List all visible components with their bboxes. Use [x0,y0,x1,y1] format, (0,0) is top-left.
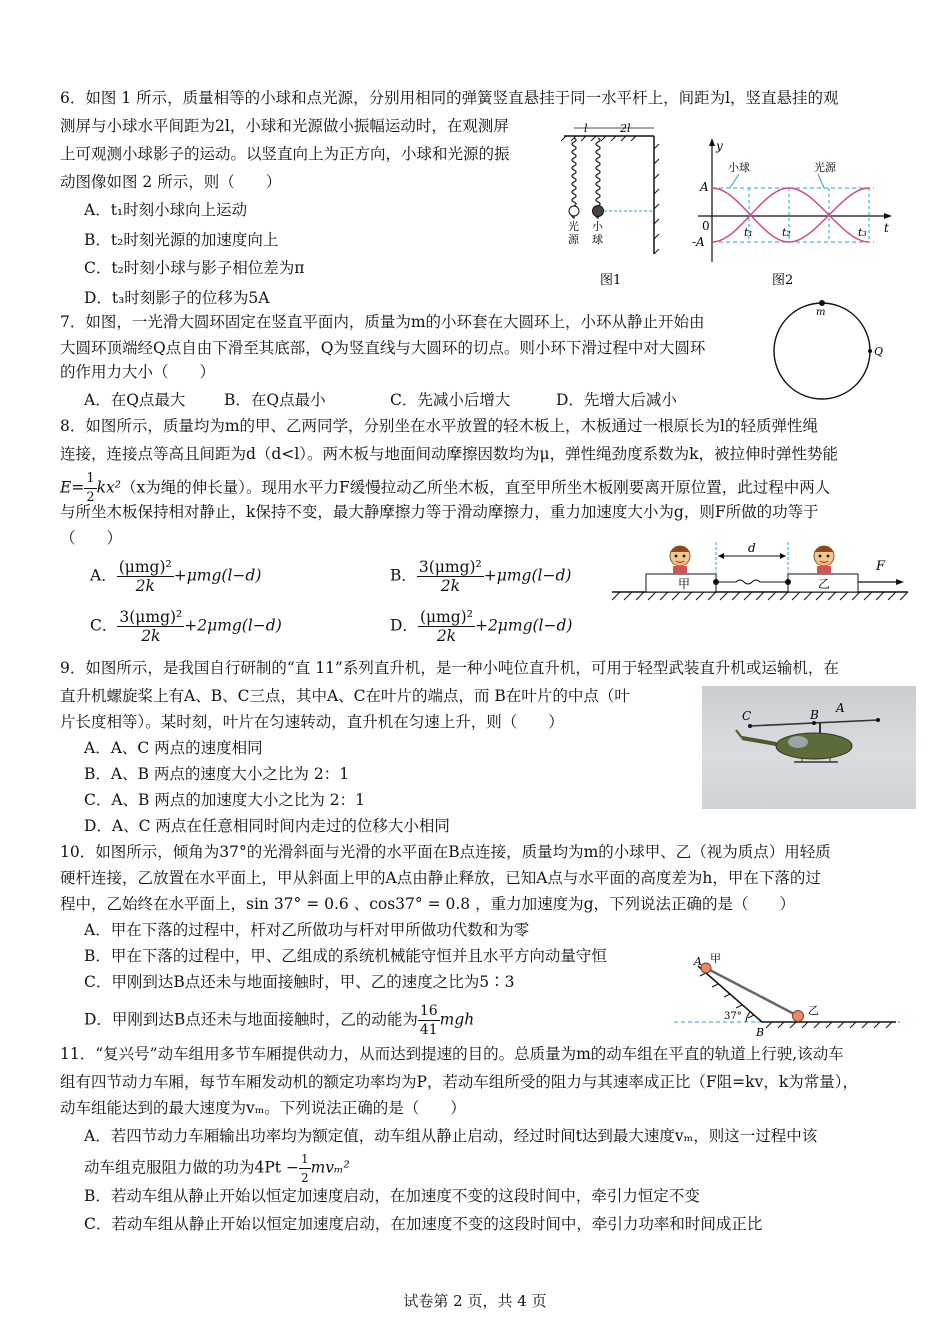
q6-line-2: 测屏与小球水平间距为2l，小球和光源做小振幅运动时，在观测屏 [60,117,509,135]
page-footer: 试卷第 2 页，共 4 页 [403,1292,547,1310]
q10-fig-A: A [694,955,702,968]
q8-fig-F: F [876,559,886,574]
q8-line-2: 连接，连接点等高且间距为d（d<l）。两木板与地面间动摩擦因数均为μ，弹性绳劲度系数为k，被拉伸时弹性势能 [60,445,839,463]
fig1-ball-2: 球 [592,233,603,246]
q11-option-b: B．若动车组从静止开始以恒定加速度启动，在加速度不变的这段时间中，牵引力恒定不变 [84,1187,700,1205]
q9-option-c: C．A、B 两点的加速度大小之比为 2：1 [84,791,366,809]
q7-fig-Q: Q [874,345,884,358]
fig2-caption: 图2 [772,273,794,288]
q8-option-d: D． $\frac{\text{(μmg)²}}{2k}$ +2μmg(l−d) [390,608,573,645]
q8-fig-d: d [748,541,756,555]
q8-fig-yi: 乙 [818,577,831,591]
q11-option-a-line-2: 动车组克服阻力做的功为4Pt − $\frac{1}{2}$ mvₘ² [84,1152,350,1185]
q6-figure-1 [560,124,670,294]
q6-option-b: B．t₂时刻光源的加速度向上 [84,231,279,249]
q11-option-c: C．若动车组从静止开始以恒定加速度启动，在加速度不变的这段时间中，牵引力功率和时间成正比 [84,1215,763,1233]
q7-line-1: 7．如图，一光滑大圆环固定在竖直平面内，质量为m的小环套在大圆环上，小环从静止开始由 [60,313,705,331]
q8-line-4: 与所坐木板保持相对静止，k保持不变，最大静摩擦力等于滑动摩擦力，重力加速度大小为g，则F所做的功等于 [60,503,819,521]
fig1-source-2: 源 [568,233,579,246]
fig2-y: y [716,139,723,153]
q8-energy-num: 1 [84,470,96,489]
q10-option-a: A．甲在下落的过程中，杆对乙所做功与杆对甲所做功代数和为零 [84,921,530,939]
q10-fig-yi: 乙 [808,1004,819,1017]
person-jia [670,546,690,574]
q7-option-d: D．先增大后减小 [556,391,677,409]
q10-line-3: 程中，乙始终在水平面上，sin 37° = 0.6 、cos37° = 0.8 ，重力加速度为g，下列说法正确的是（ ） [60,895,795,913]
fig2-t1: t₁ [744,226,753,239]
q10-line-1: 10．如图所示，倾角为37°的光滑斜面与光滑的水平面在B点连接，质量均为m的小球甲、乙（视为质点）用轻质 [60,843,831,861]
q9-option-b: B．A、B 两点的速度大小之比为 2：1 [84,765,350,783]
q11-line-1: 11．“复兴号”动车组用多节车厢提供动力，从而达到提速的目的。总质量为m的动车组在平直的轨道上行驶,该动车 [60,1045,844,1063]
fig1-label-2l: 2l [620,122,631,135]
q10-line-2: 硬杆连接，乙放置在水平面上，甲从斜面上甲的A点由静止释放，已知A点与水平面的高度差为h，甲在下落的过 [60,869,821,887]
q9-option-d: D．A、C 两点在任意相同时间内走过的位移大小相同 [84,817,450,835]
q7-line-3: 的作用力大小（ ） [60,363,216,381]
q7-fig-m: m [816,307,826,318]
q8-figure [610,538,910,610]
q7-figure [772,296,892,406]
fig2-t2: t₂ [782,226,791,239]
q10-figure [672,950,902,1040]
q6-line-3: 上可观测小球影子的运动。以竖直向上为正方向，小球和光源的振 [60,145,510,163]
fig2-ball-label: 小球 [728,161,750,174]
q11-line-3: 动车组能达到的最大速度为vₘ。下列说法正确的是（ ） [60,1099,466,1117]
person-yi [814,546,834,574]
q6-line-1: 6．如图 1 所示，质量相等的小球和点光源，分别用相同的弹簧竖直悬挂于同一水平杆上，间距为l，竖直悬挂的观 [60,89,839,107]
q9-fig-B: B [810,708,819,722]
helicopter-figure [702,686,916,809]
q8-line-1: 8．如图所示，质量均为m的甲、乙两同学，分别坐在水平放置的轻木板上，木板通过一根原长为l的轻质弹性绳 [60,417,819,435]
q10-fig-angle: 37° [724,1011,742,1022]
fig2-zero: 0 [702,219,710,233]
q6-figure-2 [684,136,899,294]
fig2-t: t [884,221,889,235]
q8-fig-jia: 甲 [678,577,691,591]
q7-option-c: C．先减小后增大 [390,391,511,409]
q9-fig-C: C [742,709,752,723]
q8-option-b: B． $\frac{\text{3(μmg)²}}{2k}$ +μmg(l−d) [390,558,572,595]
q9-line-1: 9．如图所示，是我国自行研制的“直 11”系列直升机，是一种小吨位直升机，可用于轻型武装直升机或运输机，在 [60,659,839,677]
q11-line-2: 组有四节动力车厢，每节车厢发动机的额定功率均为P，若动车组所受的阻力与其速率成正比（F阻=kv，k为常量）， [60,1073,858,1091]
light-source [569,206,579,216]
q9-line-2: 直升机螺旋桨上有A、B、C三点，其中A、C在叶片的端点，而 B在叶片的中点（叶 [60,687,630,705]
fig2-source-label: 光源 [814,161,836,174]
q10-fig-B: B [756,1026,765,1039]
q6-option-d: D．t₃时刻影子的位移为5A [84,289,270,307]
q9-fig-A: A [836,701,845,715]
q8-energy-den: 2 [86,490,95,505]
q10-option-c: C．甲刚到达B点还未与地面接触时，甲、乙的速度之比为5∶3 [84,973,515,991]
q6-line-4: 动图像如图 2 所示，则（ ） [60,173,282,191]
fig1-caption: 图1 [600,273,622,288]
ball [593,206,604,217]
fig1-source-1: 光 [568,220,579,233]
helicopter-body [776,733,852,759]
q8-option-c: C． $\frac{\text{3(μmg)²}}{2k}$ +2μmg(l−d) [90,608,282,645]
q7-option-b: B．在Q点最小 [224,391,326,409]
q7-line-2: 大圆环顶端经Q点自由下滑至其底部，Q为竖直线与大圆环的切点。则小环下滑过程中对大圆环 [60,339,706,357]
fig2-A: A [700,180,709,194]
q6-option-a: A．t₁时刻小球向上运动 [84,201,248,219]
fig1-label-l: l [584,122,588,135]
q8-energy-prefix: E= [60,478,85,497]
q7-option-a: A．在Q点最大 [84,391,186,409]
ball-yi [793,1011,804,1022]
q6-option-c: C．t₂时刻小球与影子相位差为π [84,259,305,277]
fig1-ball-1: 小 [592,220,603,233]
fig2-negA: -A [692,235,705,249]
q10-fig-jia: 甲 [710,952,721,965]
light-rod [706,968,798,1016]
fig2-t3: t₃ [858,226,867,239]
q10-option-b: B．甲在下落的过程中，甲、乙组成的系统机械能守恒并且水平方向动量守恒 [84,947,607,965]
q8-line-3: （x为绳的伸长量）。现用水平力F缓慢拉动乙所坐木板，直至甲所坐木板刚要离开原位置，此过程中两人 [120,478,831,497]
elastic-cord [716,580,788,584]
q8-line-5: （ ） [60,529,123,547]
q10-option-d: D．甲刚到达B点还未与地面接触时，乙的动能为 $\frac{16}{41}$ mgh [84,1003,475,1038]
q8-option-a: A． $\frac{\text{(μmg)²}}{2k}$ +μmg(l−d) [90,558,262,595]
q11-option-a-line-1: A．若四节动力车厢输出功率均为额定值，动车组从静止启动，经过时间t达到最大速度vₘ，则这一过程中该 [84,1127,818,1145]
q9-line-3: 片长度相等）。某时刻，叶片在匀速转动，直升机在匀速上升，则（ ） [60,713,564,731]
small-ring [819,300,825,306]
q9-option-a: A．A、C 两点的速度相同 [84,739,263,757]
q8-energy-suffix: kx² [96,478,121,497]
